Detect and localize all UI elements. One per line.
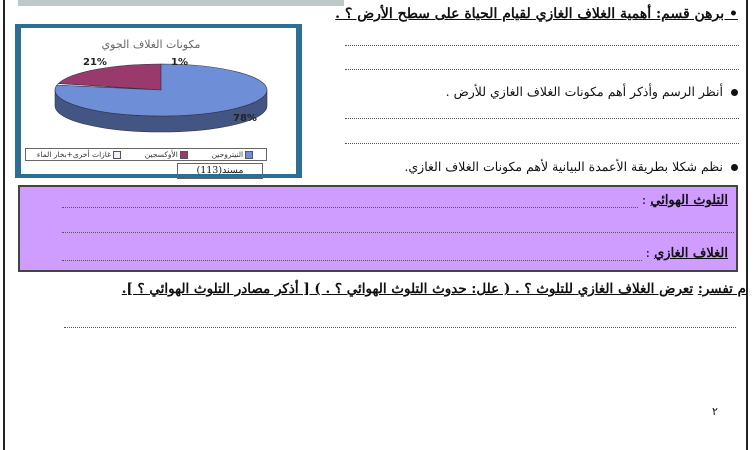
colon: : (645, 246, 650, 261)
term-gas-envelope: الغلاف الغازي (654, 246, 728, 261)
explain-prefix: م تفسر: (697, 281, 746, 297)
bullet-dot-icon (731, 164, 738, 171)
legend-item: الأوكسجين (145, 150, 190, 159)
legend-swatch (245, 151, 253, 159)
legend-swatch (180, 151, 188, 159)
explain-text: تعرض الغلاف الغازي للتلوث ؟ . ( علل: حدوث التلوث الهوائي ؟ . ) [ أذكر مصادر التلوث الهوائي ؟ ]. (121, 281, 694, 297)
data-label-other: 1% (171, 57, 188, 68)
answer-line (62, 207, 638, 208)
data-label-oxygen: 21% (83, 57, 107, 68)
bullet-item (446, 84, 738, 99)
bullet-text: أنظر الرسم وأذكر أهم مكونات الغلاف الغازي للأرض . (445, 84, 723, 99)
answer-line (62, 232, 734, 233)
legend-item: غازات أخرى+بخار الماء (37, 150, 123, 159)
page-border-right (746, 0, 748, 450)
data-label-nitrogen: 78% (233, 113, 257, 124)
definition-row (642, 193, 728, 208)
colon: : (641, 193, 647, 208)
legend-swatch (113, 151, 121, 159)
definition-row (646, 246, 728, 261)
bullet-dot-icon (731, 89, 738, 96)
chart-panel (21, 28, 296, 174)
chart-figure (15, 24, 302, 178)
legend-item: النيتروجين (212, 150, 256, 159)
question-title: • برهن قسم: أهمية الغلاف الغازي لقيام الحياة على سطح الأرض ؟ . (335, 6, 738, 22)
page-border-left (3, 0, 5, 450)
bullet-text: نظم شكلا بطريقة الأعمدة البيانية لأهم مكونات الغلاف الغازي. (404, 159, 723, 174)
chart-title: مكونات الغلاف الجوي (101, 38, 201, 51)
source-label: مسند(113) (177, 163, 263, 179)
answer-line (345, 45, 739, 46)
answer-line (64, 327, 736, 328)
answer-line (345, 143, 739, 144)
answer-line (62, 260, 642, 261)
explain-question (122, 281, 746, 297)
term-air-pollution: التلوث الهوائي (650, 193, 728, 208)
top-strip (18, 0, 344, 6)
chart-legend (25, 148, 267, 161)
bullet-item (404, 159, 738, 174)
answer-line (345, 118, 739, 119)
definitions-box (18, 185, 738, 272)
page-number: ٢ (712, 405, 718, 418)
answer-line (345, 69, 739, 70)
